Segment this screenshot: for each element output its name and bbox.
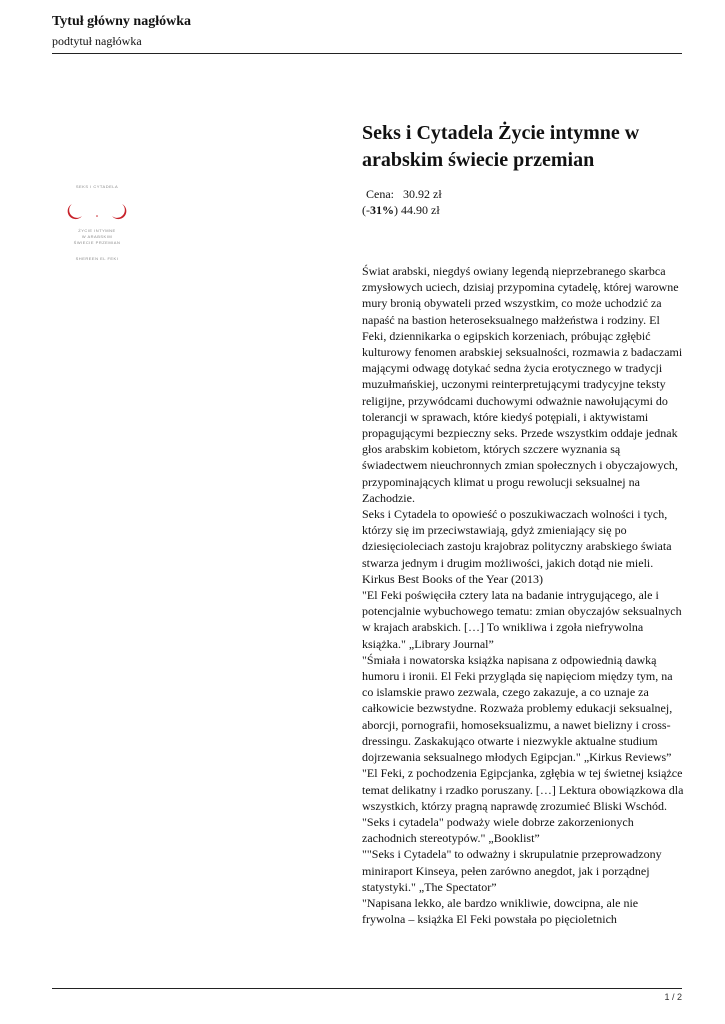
page-number: 1 / 2: [664, 992, 682, 1002]
cover-subtitle-line-2: W ARABSKIM: [81, 234, 113, 239]
cover-subtitle-line-3: ŚWIECIE PRZEMIAN: [73, 240, 121, 245]
header-divider: [52, 53, 682, 54]
description-paragraph: "El Feki poświęciła cztery lata na badanie intrygującego, ale i potencjalnie wybuchowego tematu: zmian obyczajów seksualnych w krajach arabskich. […] To wnikliwa i zgoła niefrywolna książka." „Library Journal”: [362, 588, 682, 651]
header-subtitle: podtytuł nagłówka: [52, 34, 142, 48]
cover-author: SHEREEN EL FEKI: [75, 256, 119, 261]
book-cover-image: [52, 176, 142, 266]
book-title: Seks i Cytadela Życie intymne w arabskim świecie przemian: [362, 122, 640, 171]
price-label: Cena:: [366, 187, 394, 201]
cover-top-text: SEKS I CYTADELA: [75, 184, 119, 189]
discount-line: [362, 203, 440, 218]
header-title: Tytuł główny nagłówka: [52, 14, 191, 29]
price-value: 30.92 zł: [403, 187, 442, 201]
description-paragraph: "Śmiała i nowatorska książka napisana z odpowiednią dawką humoru i ironii. El Feki przygląda się napięciom między tym, na co islamskie prawo zezwala, czego zakazuje, a co uznaje za całkowicie bezwstydne. Rozważa problemy edukacji seksualnej, aborcji, pornografii, homoseksualizmu, a nawet bielizny i cross-dressingu. Zaskakująco otwarte i niezwykle aktualne studium dojrzewania seksualnego młodych Egipcjan." „Kirkus Reviews”: [362, 652, 673, 765]
footer-divider: [52, 988, 682, 989]
description-paragraph: Kirkus Best Books of the Year (2013): [362, 571, 543, 586]
cover-subtitle-line-1: ŻYCIE INTYMNE: [78, 228, 116, 233]
discount-close: ): [394, 203, 398, 217]
cover-crescent-logo: [52, 196, 142, 222]
description-paragraph: Seks i Cytadela to opowieść o poszukiwaczach wolności i tych, którzy się im przeciwstawiają, gdyż zmieniający się po dziesięcioleciach zastoju krajobraz polityczny arabskiego świata stwarza jednym i drugim możliwości, jakich dotąd nie mieli.: [362, 507, 672, 570]
description-paragraph: "Napisana lekko, ale bardzo wnikliwie, dowcipna, ale nie frywolna – książka El Feki powstała po pięcioletnich: [362, 895, 639, 927]
book-description: [362, 263, 684, 927]
old-price: 44.90 zł: [401, 203, 440, 217]
description-paragraph: "El Feki, z pochodzenia Egipcjanka, zgłębia w tej świetnej książce temat delikatny i rzadko poruszany. […] Lektura obowiązkowa dla wszystkich, którzy pragną naprawdę zrozumieć Bliski Wschód. "Seks i cytadela" podważy wiele dobrze zakorzenionych zachodnich stereotypów." „Booklist”: [362, 766, 684, 846]
description-paragraph: Świat arabski, niegdyś owiany legendą nieprzebranego skarbca zmysłowych uciech, dzisiaj przypomina cytadelę, której warowne mury bronią obywateli przed wszystkim, co może uchodzić za napaść na bastion heteroseksualnego małżeństwa i rodziny. El Feki, dziennikarka o egipskich korzeniach, próbując zgłębić kulturowy fenomen arabskiej seksualności, rozmawia z badaczami mającymi odwagę dotykać sedna życia erotycznego w tradycji muzułmańskiej, uczonymi reinterpretującymi tradycyjne teksty religijne, przywódcami duchowymi odważnie nawołującymi do tolerancji w sprawach, które kiedyś potępiali, i aktywistami propagującymi bezpieczny seks. Przede wszystkim oddaje jednak głos arabskim kobietom, których szczere wyznania są świadectwem nieuchronnych zmian społecznych i obyczajowych, przypominających klimat u progu rewolucji seksualnej na Zachodzie.: [362, 264, 683, 505]
description-paragraph: ""Seks i Cytadela" to odważny i skrupulatnie przeprowadzony miniraport Kinseya, pełen zarówno anegdot, jak i porządnej statystyki." „The Spectator”: [362, 847, 662, 894]
discount-open: (-: [362, 203, 370, 217]
price-line: [366, 187, 442, 202]
discount-percent: 31%: [370, 203, 394, 217]
